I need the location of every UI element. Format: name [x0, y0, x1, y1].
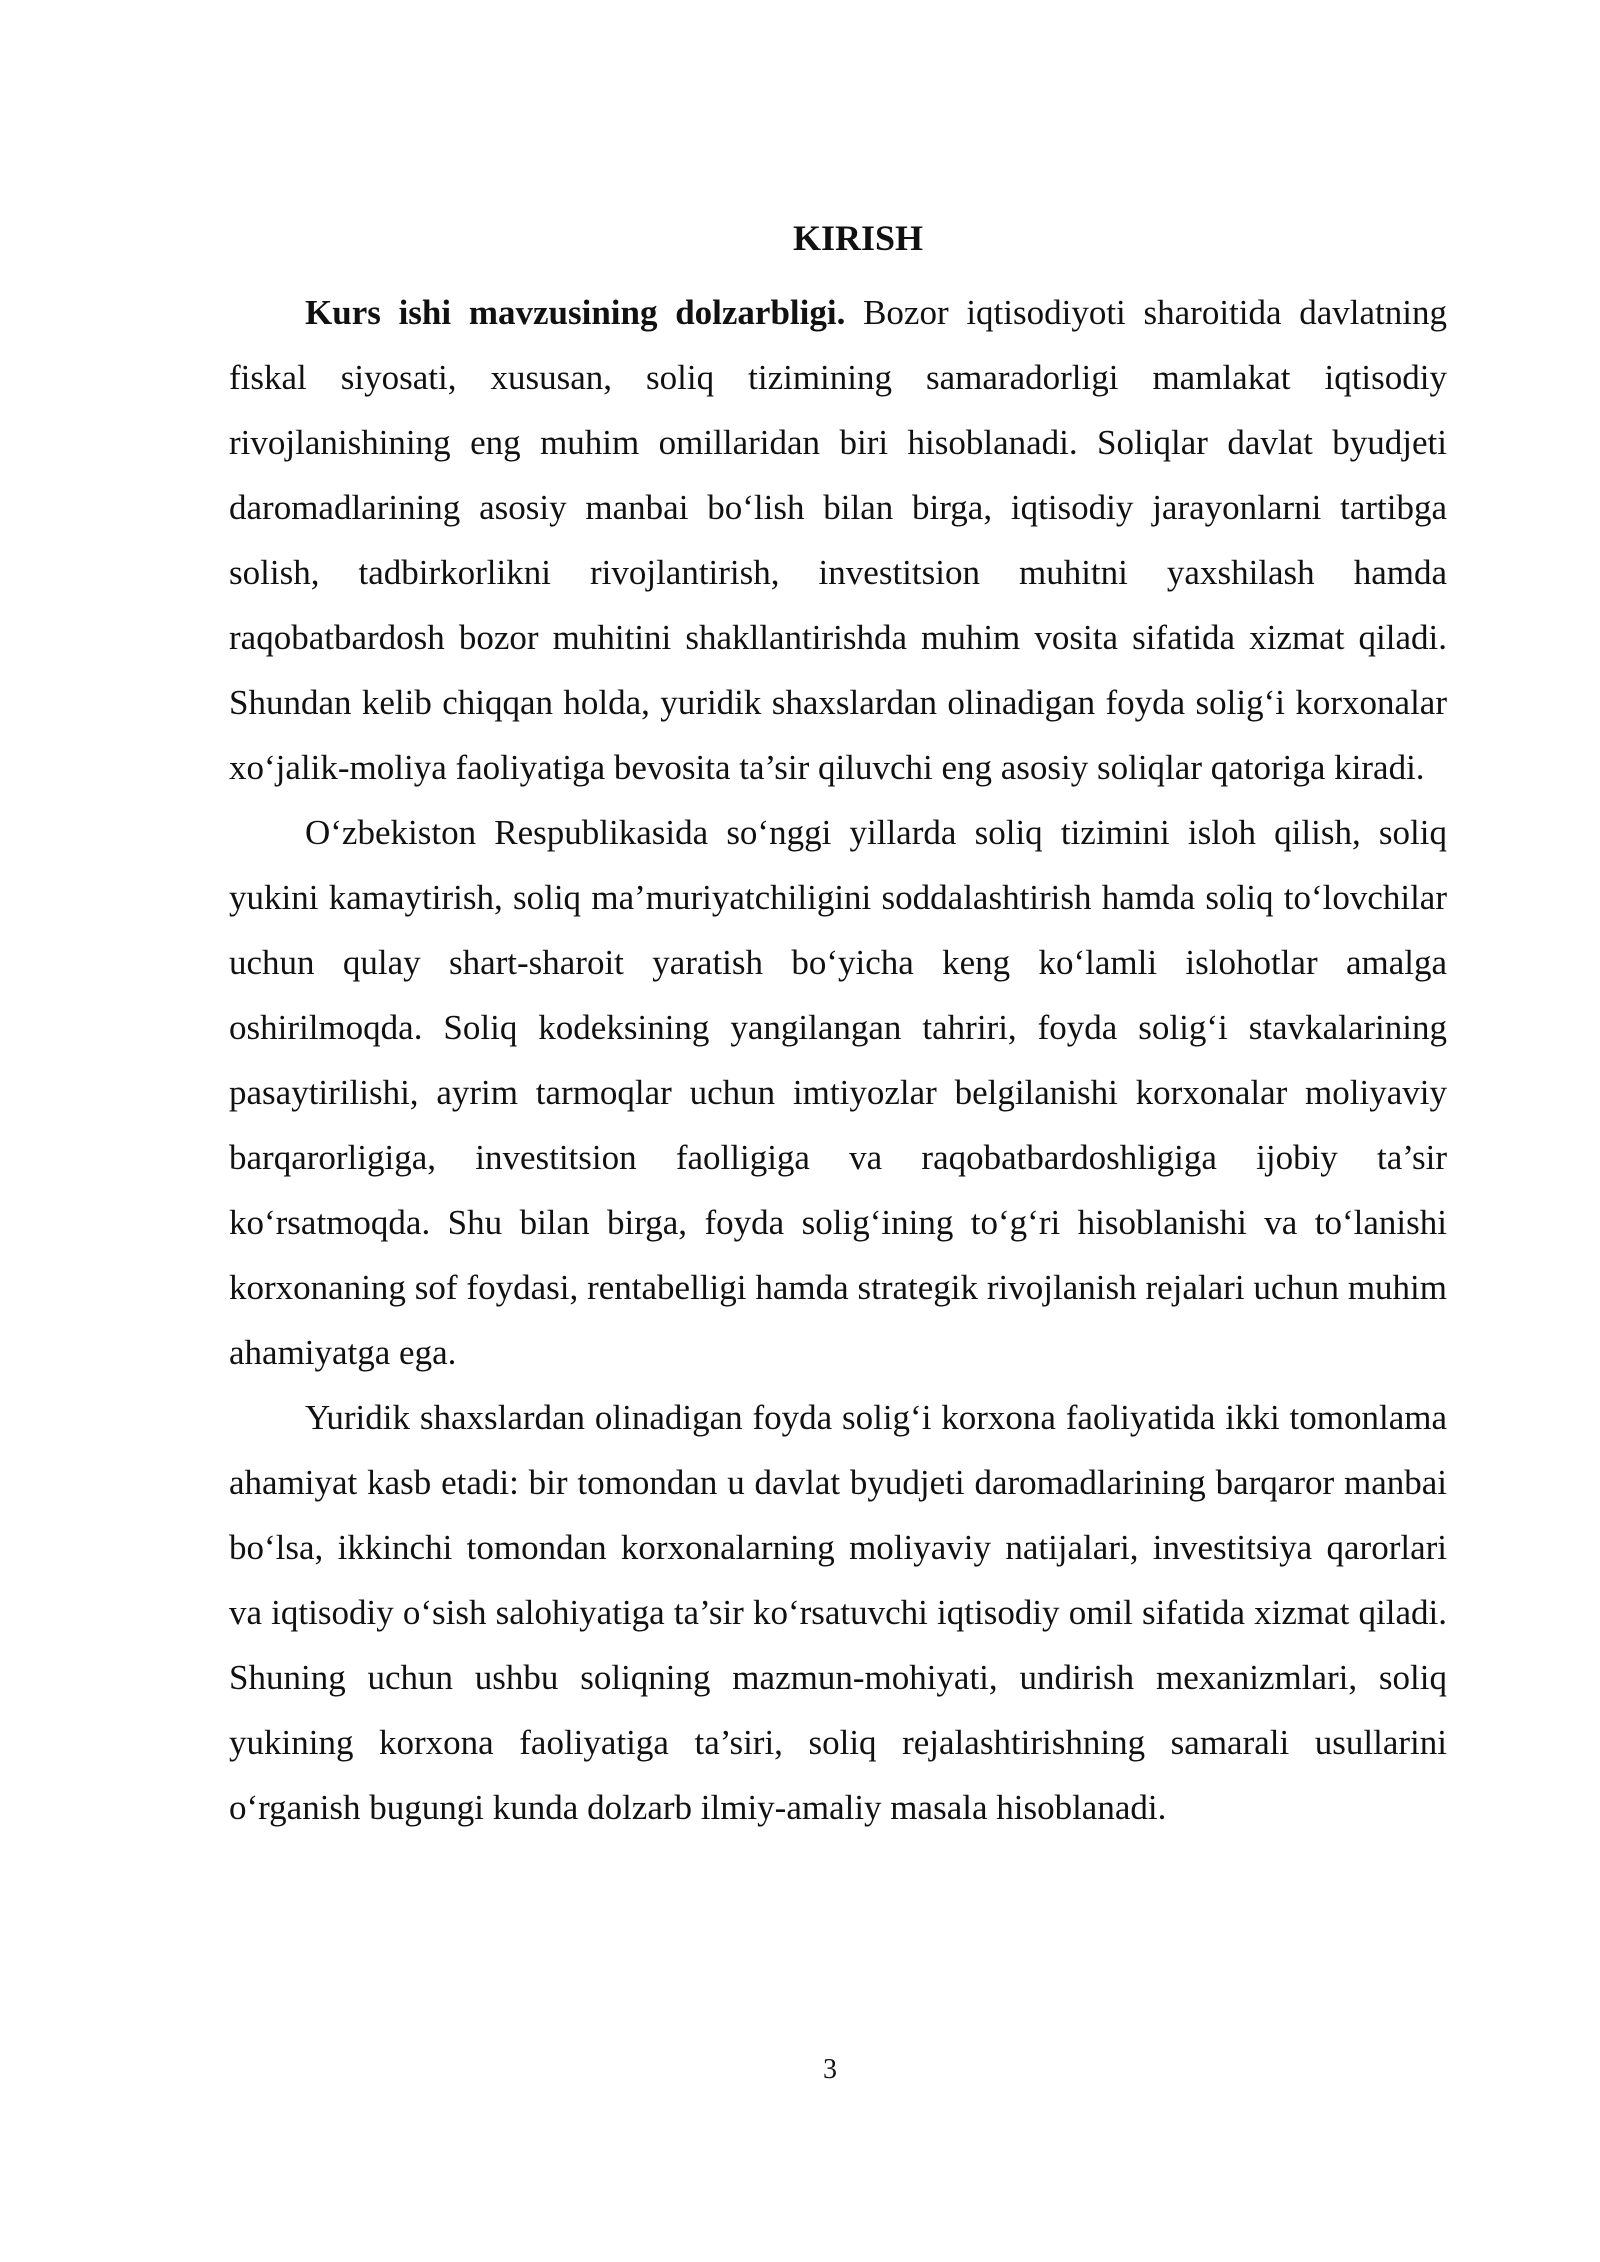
- paragraph-2: O‘zbekiston Respublikasida so‘nggi yillarda soliq tizimini isloh qilish, soliq yukini kamaytirish, soliq ma’muriyatchiligini soddalashtirish hamda soliq to‘lovchilar uchun qulay shart-sharoit yaratish bo‘yicha keng ko‘lamli islohotlar amalga oshirilmoqda. Soliq kodeksining yangilangan tahriri, foyda solig‘i stavkalarining pasaytirilishi, ayrim tarmoqlar uchun imtiyozlar belgilanishi korxonalar moliyaviy barqarorligiga, investitsion faolligiga va raqobatbardoshligiga ijobiy ta’sir ko‘rsatmoqda. Shu bilan birga, foyda solig‘ining to‘g‘ri hisoblanishi va to‘lanishi korxonaning sof foydasi, rentabelligi hamda strategik rivojlanish rejalari uchun muhim ahamiyatga ega.: [229, 813, 1447, 1372]
- paragraph-3: Yuridik shaxslardan olinadigan foyda solig‘i korxona faoliyatida ikki tomonlama ahamiyat kasb etadi: bir tomondan u davlat byudjeti daromadlarining barqaror manbai bo‘lsa, ikkinchi tomondan korxonalarning moliyaviy natijalari, investitsiya qarorlari va iqtisodiy o‘sish salohiyatiga ta’sir ko‘rsatuvchi iqtisodiy omil sifatida xizmat qiladi. Shuning uchun ushbu soliqning mazmun-mohiyati, undirish mexanizmlari, soliq yukining korxona faoliyatiga ta’siri, soliq rejalashtirishning samarali usullarini o‘rganish bugungi kunda dolzarb ilmiy-amaliy masala hisoblanadi.: [229, 1398, 1447, 1827]
- section-heading: KIRISH: [792, 218, 924, 258]
- page-number: 3: [823, 2054, 837, 2085]
- paragraph-1: [229, 280, 1447, 800]
- page-content: [229, 212, 1447, 1840]
- paragraph-1-text: Bozor iqtisodiyoti sharoitida davlatning fiskal siyosati, xususan, soliq tizimining samaradorligi mamlakat iqtisodiy rivojlanishining eng muhim omillaridan biri hisoblanadi. Soliqlar davlat byudjeti daromadlarining asosiy manbai bo‘lish bilan birga, iqtisodiy jarayonlarni tartibga solish, tadbirkorlikni rivojlantirish, investitsion muhitni yaxshilash hamda raqobatbardosh bozor muhitini shakllantirishda muhim vosita sifatida xizmat qiladi. Shundan kelib chiqqan holda, yuridik shaxslardan olinadigan foyda solig‘i korxonalar xo‘jalik-moliya faoliyatiga bevosita ta’sir qiluvchi eng asosiy soliqlar qatoriga kiradi.: [229, 293, 1447, 787]
- paragraph-lead: Kurs ishi mavzusining dolzarbligi.: [305, 293, 846, 332]
